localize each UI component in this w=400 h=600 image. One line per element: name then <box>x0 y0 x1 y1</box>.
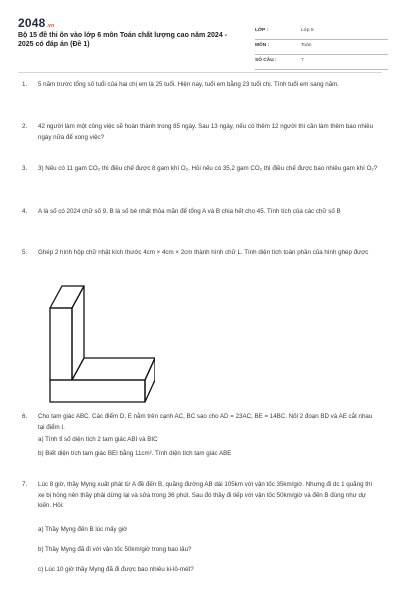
question-subpart: c) Lúc 10 giờ thầy Myng đã đi được bao nhiêu ki-lô-mét? <box>38 566 194 573</box>
page-title: Bộ 15 đề thi ôn vào lớp 6 môn Toán chất lượng cao năm 2024 - 2025 có đáp án (Đề 1) <box>18 32 227 48</box>
l-shape-diagram <box>40 276 155 403</box>
header <box>18 12 388 63</box>
logo[interactable] <box>18 16 54 30</box>
question-subpart: a) Tính tỉ số diện tích 2 tam giác ABI và BIC <box>38 436 158 443</box>
logo-suffix: .vn <box>46 23 55 29</box>
question-subpart: b) Biết diện tích tam giác BEI bằng 11cm². Tính diện tích tam giác ABE <box>38 450 232 457</box>
question-number: 2. <box>22 123 28 130</box>
meta-row-subject <box>255 40 388 55</box>
question-text: Ghép 2 hình hộp chữ nhật kích thước 4cm × 4cm × 2cm thành hình chữ L. Tính diện tích toàn phần của hình ghép được <box>38 249 369 256</box>
question-text: 3) Nếu có 11 gam CO₂ thì điều chế được 8 gam khí O₂. Hỏi nếu có 35,2 gam CO₂ thì điều chế được bao nhiêu gam khí O₂? <box>38 165 378 172</box>
question-text: Cho tam giác ABC. Các điểm D, E nằm trên cạnh AC, BC sao cho AD = 23AC, BE = 14BC. Nối 2 đoạn BD và AE cắt nhau tại điểm I. <box>38 413 373 431</box>
question-number: 6. <box>22 413 28 420</box>
divider <box>18 72 382 73</box>
meta-label: MÔN : <box>255 43 270 48</box>
question-number: 7. <box>22 481 28 488</box>
question-text: Lúc 8 giờ, thầy Myng xuất phát từ A đề đến B, quãng đường AB dài 105km với vận tốc 35km/giờ. Nhưng đi dc 1 quãng thì xe bị hỏng nên thầy phải dừng lại và sửa trong 36 phút. Sau đó thầy đi tiếp với vận tốc 50km/giờ và đến B đúng như dự kiến. Hỏi: <box>38 481 373 509</box>
meta-value: Lớp 5 <box>301 28 314 33</box>
meta-table <box>255 25 388 70</box>
question-text: A là số có 2024 chữ số 9. B là số bé nhất thỏa mãn để tổng A và B chia hết cho 45. Tính tích của các chữ số B <box>38 208 341 215</box>
meta-label: SỐ CÂU : <box>255 58 277 63</box>
meta-value: 7 <box>301 58 304 63</box>
question-number: 3. <box>22 165 28 172</box>
question-subpart: a) Thầy Myng đến B lúc mấy giờ <box>38 526 128 533</box>
question-subpart: b) Thầy Myng đã đi với vận tốc 50km/giờ trong bao lâu? <box>38 546 192 553</box>
meta-value: Toán <box>301 43 312 48</box>
question-text: 5 năm trước tổng số tuổi của hai chị em là 25 tuổi. Hiện nay, tuổi em bằng 23 tuổi chị. Tính tuổi em sang năm. <box>38 81 340 88</box>
question-text: 42 người làm một công việc sẽ hoàn thành trong 85 ngày. Sau 13 ngày, nếu có thêm 12 người thì cần làm thêm bao nhiêu ngày nữa để xong việc? <box>38 123 374 141</box>
question-number: 1. <box>22 81 28 88</box>
question-number: 5. <box>22 249 28 256</box>
meta-row-count <box>255 55 388 70</box>
l-shape-figure <box>40 276 155 403</box>
meta-row-class <box>255 25 388 40</box>
logo-text: 2048 <box>18 16 46 30</box>
meta-label: LỚP : <box>255 28 269 33</box>
question-number: 4. <box>22 208 28 215</box>
